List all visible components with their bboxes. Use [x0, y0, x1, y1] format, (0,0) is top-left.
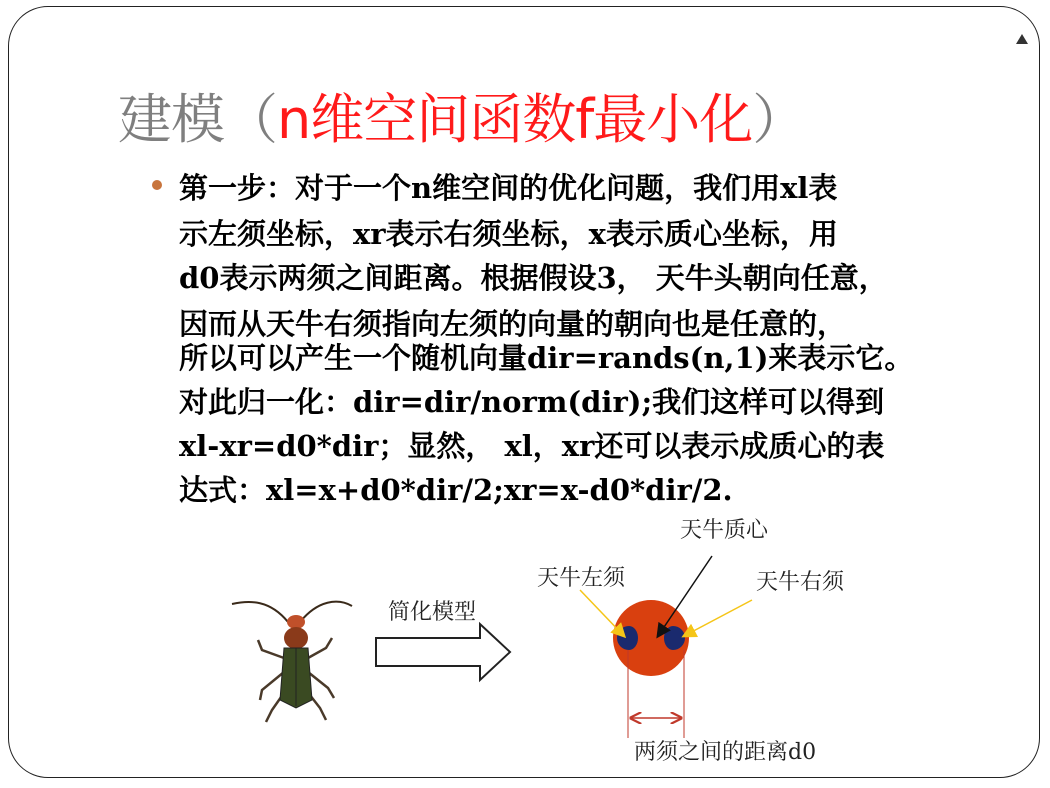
title-suffix: ） [752, 88, 806, 151]
body-line: xl-xr=d0*dir；显然， xl，xr还可以表示成质心的表 [179, 429, 885, 463]
body-line: 因而从天牛右须指向左须的向量的朝向也是任意的， [179, 307, 847, 341]
right-antenna-label: 天牛右须 [756, 570, 845, 595]
body-line: 所以可以产生一个随机向量dir=rands(n,1)来表示它。 [179, 341, 914, 375]
left-antenna-label: 天牛左须 [537, 566, 626, 591]
title-highlight: n维空间函数f最小化 [277, 88, 753, 151]
beetle-image [232, 602, 352, 722]
center-label: 天牛质心 [680, 518, 769, 543]
distance-label: 两须之间的距离d0 [634, 740, 817, 765]
body-line: d0表示两须之间距离。根据假设3， 天牛头朝向任意， [179, 261, 888, 295]
right-pointer [684, 600, 752, 636]
title-prefix: 建模（ [118, 88, 277, 151]
body-line: 达式：xl=x+d0*dir/2;xr=x-d0*dir/2. [179, 473, 733, 507]
left-pointer [580, 590, 624, 636]
body-line: 示左须坐标，xr表示右须坐标，x表示质心坐标，用 [179, 217, 838, 251]
simplify-label: 简化模型 [388, 600, 477, 625]
body-line: 第一步：对于一个n维空间的优化问题，我们用xl表 [179, 171, 838, 205]
body-line: 对此归一化：dir=dir/norm(dir);我们这样可以得到 [179, 385, 885, 419]
simplify-arrow [376, 624, 510, 680]
